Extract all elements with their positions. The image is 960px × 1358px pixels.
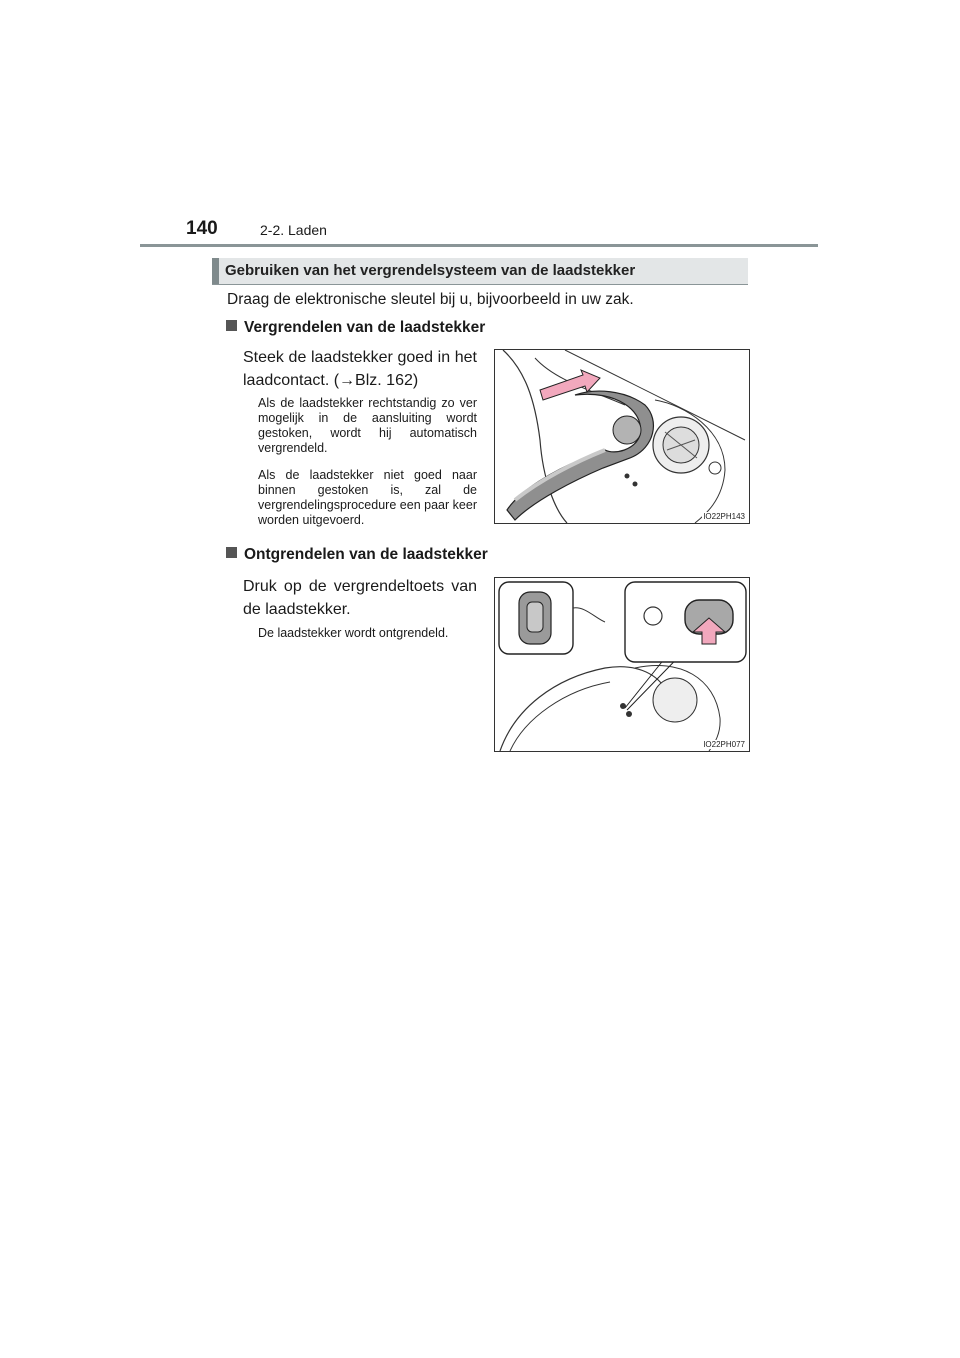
- figure-code: IO22PH077: [703, 740, 745, 749]
- unlock-heading-text: Ontgrendelen van de laadstekker: [244, 546, 488, 563]
- section-title-bar: [212, 258, 748, 285]
- lock-note: Als de laadstekker rechtstandig zo ver mogelijk in de aansluiting wordt gestoken, wordt hij automatisch vergrendeld.: [258, 396, 477, 455]
- lock-step: Steek de laadstekker goed in het laadcontact. (→Blz. 162): [243, 349, 477, 389]
- square-bullet-icon: [226, 547, 237, 558]
- section-accent: [212, 258, 219, 284]
- square-bullet-icon: [226, 320, 237, 331]
- unlock-illustration: [494, 577, 750, 752]
- figure-code: IO22PH143: [703, 512, 745, 521]
- lock-note: Als de laadstekker niet goed naar binnen gestoken is, zal de vergrendelingsprocedure een paar keer worden uitgevoerd.: [258, 468, 477, 527]
- intro-text: Draag de elektronische sleutel bij u, bijvoorbeeld in uw zak.: [227, 291, 634, 308]
- lock-heading: [226, 319, 485, 337]
- unlock-step: Druk op de vergrendeltoets van de laadstekker.: [243, 578, 477, 618]
- unlock-note: De laadstekker wordt ontgrendeld.: [258, 626, 449, 640]
- section-title: Gebruiken van het vergrendelsysteem van de laadstekker: [225, 262, 636, 279]
- unlock-heading: [226, 546, 488, 564]
- lock-illustration: [494, 349, 750, 524]
- header-rule: [140, 244, 818, 247]
- section-reference: 2-2. Laden: [260, 222, 327, 238]
- lock-heading-text: Vergrendelen van de laadstekker: [244, 319, 486, 336]
- page-number: 140: [186, 218, 218, 239]
